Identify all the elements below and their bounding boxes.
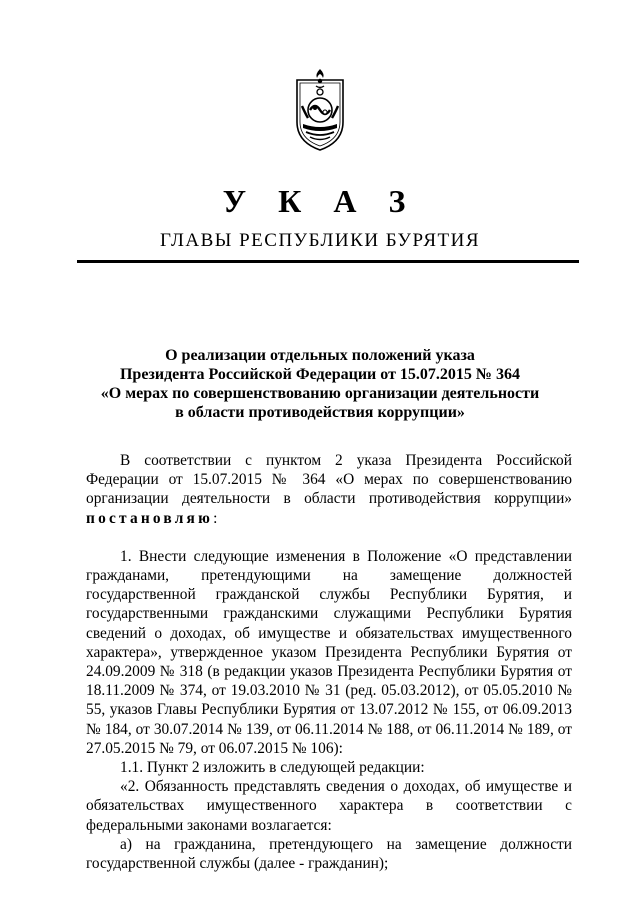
preamble-text: В соответствии с пунктом 2 указа Президента Российской Федерации от 15.07.2015 № 364 «О мерах по совершенствованию организации деятельности в области противодействия коррупции» [86,452,572,508]
heading-line: «О мерах по совершенствованию организации деятельности [100,385,540,402]
clause-a-paragraph: а) на гражданина, претендующего на замещение должности государственной службы (далее - гражданин); [86,835,572,873]
document-subtitle: ГЛАВЫ РЕСПУБЛИКИ БУРЯТИЯ [159,230,481,251]
decree-heading [60,346,580,422]
resolution-word: постановляю [86,509,214,527]
document-body [86,451,572,873]
preamble-paragraph [86,451,572,528]
header-divider [77,260,579,263]
clause-1-paragraph: 1. Внести следующие изменения в Положение «О представлении гражданами, претендующими на замещение должностей государственной гражданской службы Республики Бурятия, и государственными гражданскими служащими Республики Бурятия сведений о доходах, об имуществе и обязательствах имущественного характера», утвержденное указом Президента Республики Бурятия от 24.09.2009 № 318 (в редакции указов Президента Республики Бурятия от 18.11.2009 № 374, от 19.03.2010 № 31 (ред. 05.03.2012), от 05.05.2010 № 55, указов Главы Республики Бурятия от 13.07.2012 № 155, от 06.09.2013 № 184, от 30.07.2014 № 139, от 06.11.2014 № 188, от 06.11.2014 № 189, от 27.05.2015 № 79, от 06.07.2015 № 106): [86,547,572,757]
heading-line: Президента Российской Федерации от 15.07.2015 № 364 [119,366,520,383]
heading-line: О реализации отдельных положений указа [165,347,475,364]
document-title: У К А З [222,183,418,219]
clause-2-paragraph: «2. Обязанность представлять сведения о доходах, об имуществе и обязательствах имущественного характера в соответствии с федеральными законами возлагается: [86,778,572,834]
coat-of-arms-emblem [294,66,346,152]
clause-1-1-paragraph: 1.1. Пункт 2 изложить в следующей редакции: [120,759,425,777]
preamble-end: : [213,509,218,527]
heading-line: в области противодействия коррупции» [175,404,465,421]
